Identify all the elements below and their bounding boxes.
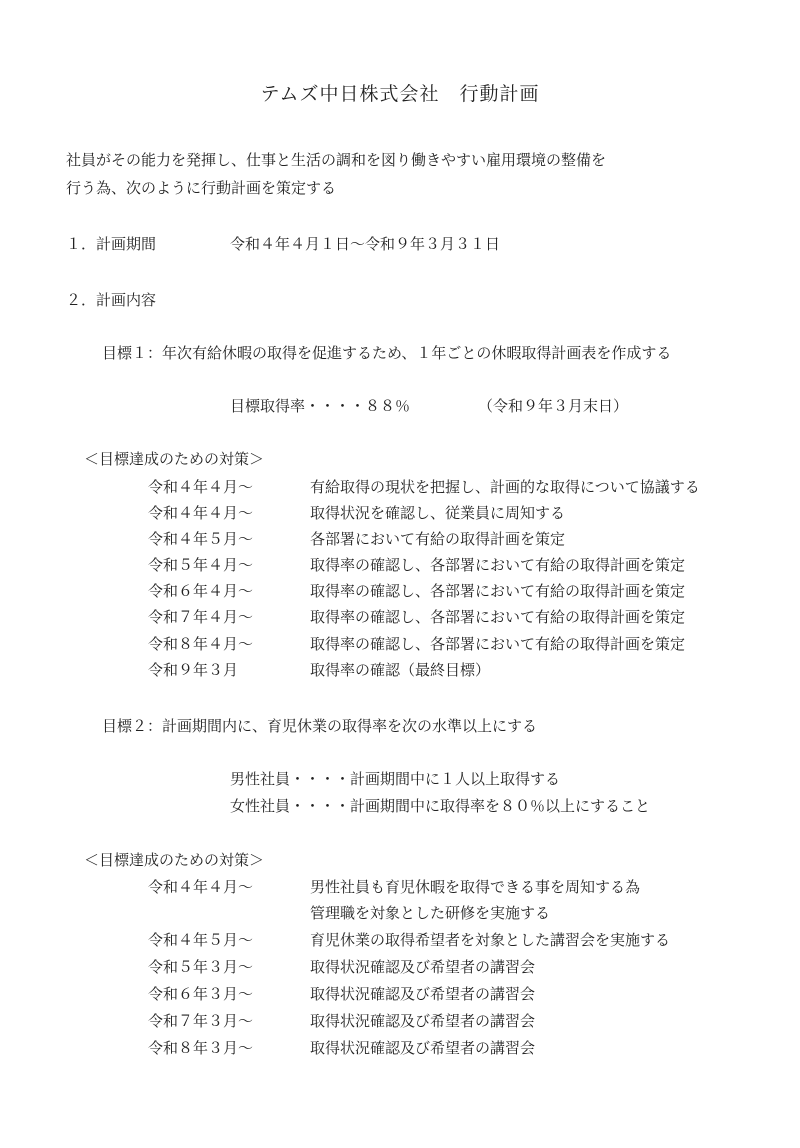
goal2-measures-heading: ＜目標達成のための対策＞ [84, 851, 265, 869]
measure-date: 令和４年５月～ [148, 530, 254, 548]
goal1-measures-heading: ＜目標達成のための対策＞ [84, 450, 265, 468]
section2-label: ２．計画内容 [66, 291, 157, 309]
measure-action: 各部署において有給の取得計画を策定 [310, 530, 566, 548]
intro-line-1: 社員がその能力を発揮し、仕事と生活の調和を図り働きやすい雇用環境の整備を [66, 151, 607, 169]
measure-action: 取得率の確認し、各部署において有給の取得計画を策定 [310, 556, 686, 574]
document-title: テムズ中日株式会社 行動計画 [260, 83, 540, 105]
measure-action: 男性社員も育児休暇を取得できる事を周知する為 [310, 878, 641, 896]
goal2-heading: 目標２：計画期間内に、育児休業の取得率を次の水準以上にする [102, 717, 538, 735]
measure-date: 令和５年４月～ [148, 556, 254, 574]
measure-action: 有給取得の現状を把握し、計画的な取得について協議する [310, 478, 700, 496]
goal1-heading: 目標１：年次有給休暇の取得を促進するため、１年ごとの休暇取得計画表を作成する [102, 344, 672, 362]
section1-label: １．計画期間 [66, 235, 157, 253]
measure-action: 取得状況確認及び希望者の講習会 [310, 958, 536, 976]
measure-action: 育児休業の取得希望者を対象とした講習会を実施する [310, 931, 671, 949]
measure-action: 取得状況確認及び希望者の講習会 [310, 1039, 536, 1057]
measure-date: 令和６年４月～ [148, 582, 254, 600]
measure-date: 令和４年４月～ [148, 478, 254, 496]
measure-date: 令和８年３月～ [148, 1039, 254, 1057]
goal1-target-note: （令和９年３月末日） [478, 397, 629, 415]
measure-date: 令和６年３月～ [148, 985, 254, 1003]
measure-date: 令和７年３月～ [148, 1012, 254, 1030]
goal2-target-female: 女性社員・・・・計画期間中に取得率を８０％以上にすること [230, 797, 651, 815]
measure-action: 取得状況確認及び希望者の講習会 [310, 1012, 536, 1030]
measure-date: 令和５年３月～ [148, 958, 254, 976]
measure-action: 取得状況を確認し、従業員に周知する [310, 504, 566, 522]
goal2-target-male: 男性社員・・・・計画期間中に１人以上取得する [230, 770, 561, 788]
plan-period-value: 令和４年４月１日～令和９年３月３１日 [230, 235, 501, 253]
measure-action: 取得率の確認（最終目標） [310, 661, 491, 679]
measure-date: 令和７年４月～ [148, 608, 254, 626]
measure-action: 取得状況確認及び希望者の講習会 [310, 985, 536, 1003]
measure-date: 令和８年４月～ [148, 635, 254, 653]
measure-action: 取得率の確認し、各部署において有給の取得計画を策定 [310, 608, 686, 626]
measure-date: 令和４年４月～ [148, 878, 254, 896]
measure-date: 令和４年５月～ [148, 931, 254, 949]
measure-date: 令和９年３月 [148, 661, 239, 679]
intro-line-2: 行う為、次のように行動計画を策定する [66, 179, 337, 197]
measure-action: 取得率の確認し、各部署において有給の取得計画を策定 [310, 635, 686, 653]
goal1-target: 目標取得率・・・・８８％ [230, 397, 411, 415]
measure-action: 管理職を対象とした研修を実施する [310, 904, 551, 922]
measure-date: 令和４年４月～ [148, 504, 254, 522]
measure-action: 取得率の確認し、各部署において有給の取得計画を策定 [310, 582, 686, 600]
